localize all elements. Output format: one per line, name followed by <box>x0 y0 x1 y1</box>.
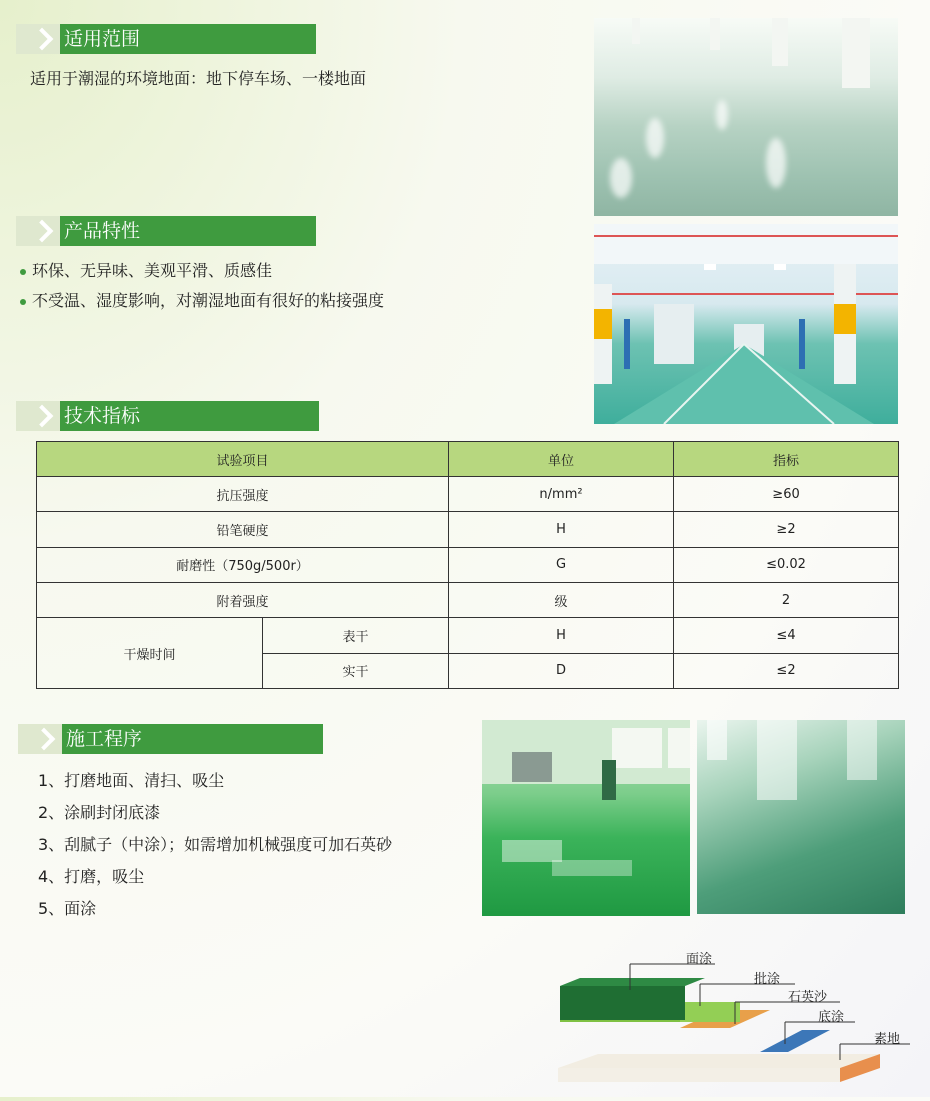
process-step: 5、面涂 <box>38 899 97 918</box>
section-header-specs <box>16 401 319 431</box>
cell-item: 铅笔硬度 <box>37 512 449 547</box>
chevron-right-icon <box>18 724 62 754</box>
cell-unit: D <box>449 653 674 688</box>
cell-unit: G <box>449 547 674 582</box>
layer-label-substrate: 素地 <box>874 1032 901 1047</box>
process-step: 4、打磨，吸尘 <box>38 867 145 886</box>
table-row <box>37 512 899 547</box>
cell-value: ≤2 <box>674 653 899 688</box>
bullet-icon <box>20 299 26 305</box>
floor-photo-parking-bright <box>594 18 898 216</box>
floor-photo-glossy-green <box>697 720 905 914</box>
layer-label-quartz: 石英沙 <box>788 990 828 1005</box>
bullet-icon <box>20 269 26 275</box>
cell-unit: H <box>449 618 674 653</box>
process-step: 1、打磨地面、清扫、吸尘 <box>38 771 225 790</box>
floor-layer-diagram <box>540 940 930 1097</box>
cell-value: ≥60 <box>674 477 899 512</box>
chevron-right-icon <box>16 24 60 54</box>
cell-subitem: 实干 <box>263 653 449 688</box>
feature-item: 不受温、湿度影响，对潮湿地面有很好的粘接强度 <box>20 288 384 311</box>
header-item: 试验项目 <box>37 442 449 477</box>
spec-table <box>36 441 899 689</box>
process-step: 3、刮腻子（中涂）；如需增加机械强度可加石英砂 <box>38 835 393 854</box>
section-header-features <box>16 216 316 246</box>
table-row <box>37 618 899 653</box>
process-step: 2、涂刷封闭底漆 <box>38 803 161 822</box>
cell-item: 附着强度 <box>37 582 449 617</box>
layer-label-top-coat: 面涂 <box>686 952 713 967</box>
table-header-row <box>37 442 899 477</box>
section-title: 技术指标 <box>64 405 141 427</box>
layer-label-putty: 批涂 <box>754 972 781 987</box>
section-title: 适用范围 <box>64 28 141 50</box>
section-title: 产品特性 <box>64 220 141 242</box>
feature-item: 环保、无异味、美观平滑、质感佳 <box>20 258 272 281</box>
cell-subitem: 表干 <box>263 618 449 653</box>
table-row <box>37 477 899 512</box>
cell-value: ≥2 <box>674 512 899 547</box>
table-row <box>37 547 899 582</box>
cell-unit: H <box>449 512 674 547</box>
header-value: 指标 <box>674 442 899 477</box>
garage-illustration <box>594 224 898 424</box>
table-row <box>37 582 899 617</box>
section-header-scope <box>16 24 316 54</box>
cell-item: 耐磨性（750g/500r） <box>37 547 449 582</box>
chevron-right-icon <box>16 401 60 431</box>
cell-value: ≤0.02 <box>674 547 899 582</box>
layer-illustration <box>540 940 930 1097</box>
cell-drying-label: 干燥时间 <box>37 618 263 689</box>
header-unit: 单位 <box>449 442 674 477</box>
section-title: 施工程序 <box>66 728 143 750</box>
cell-unit: 级 <box>449 582 674 617</box>
cell-value: 2 <box>674 582 899 617</box>
cell-value: ≤4 <box>674 618 899 653</box>
chevron-right-icon <box>16 216 60 246</box>
scope-text: 适用于潮湿的环境地面：地下停车场、一楼地面 <box>30 69 367 88</box>
cell-item: 抗压强度 <box>37 477 449 512</box>
cell-unit: n/mm² <box>449 477 674 512</box>
floor-photo-parking-garage <box>594 224 898 424</box>
section-header-process <box>18 724 323 754</box>
floor-photo-factory <box>482 720 690 916</box>
layer-label-primer: 底涂 <box>818 1010 845 1025</box>
